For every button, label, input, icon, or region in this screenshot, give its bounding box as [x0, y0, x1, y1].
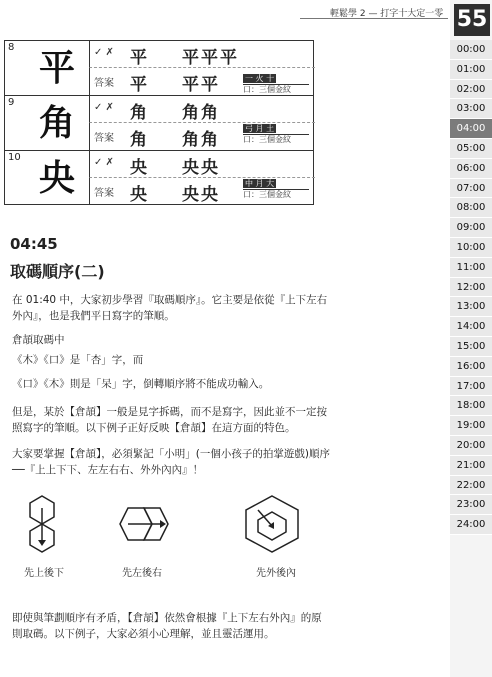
order-diagram-svg: [10, 494, 310, 564]
answer-label: 答案: [94, 133, 114, 144]
table-row: [5, 41, 313, 96]
answer-glyph: 角角: [182, 130, 220, 150]
practice-table: [4, 40, 314, 205]
practice-glyph: 角: [130, 103, 149, 123]
practice-glyph: 平平平: [182, 48, 239, 68]
timeline-item: 09:00: [450, 218, 492, 238]
answer-glyph: 角: [130, 130, 149, 150]
timeline-item: 21:00: [450, 456, 492, 476]
answer-label: 答案: [94, 78, 114, 89]
practice-glyph: 角角: [182, 103, 220, 123]
row-practice: [89, 96, 315, 123]
timeline-item: 16:00: [450, 357, 492, 377]
timeline-item: 20:00: [450, 436, 492, 456]
key-codes: 弓 月 土: [243, 124, 309, 135]
key-note: 口：三個金紋: [243, 135, 291, 144]
paragraph-example-1: 《木》《口》是「杏」字，而: [12, 354, 144, 366]
label-left-right: 先左後右: [122, 568, 162, 579]
timeline-item: 23:00: [450, 495, 492, 515]
row-number: 10: [8, 152, 21, 163]
timeline-item: 07:00: [450, 179, 492, 199]
timeline-item: 12:00: [450, 278, 492, 298]
timeline-item: 10:00: [450, 238, 492, 258]
timeline-sidebar: [450, 0, 492, 677]
answer-glyph: 平: [130, 75, 149, 95]
timeline-item: 02:00: [450, 80, 492, 100]
key-note: 口：三個金紋: [243, 85, 291, 94]
paragraph-explain: 但是，某於【倉頡】一般是見字拆碼，而不是寫字，因此並不一定按照寫字的筆順。以下例子正好反映【倉頡】在這方面的特色。: [12, 406, 327, 434]
key-codes: 一 火 十: [243, 74, 309, 85]
row-practice: [89, 151, 315, 178]
section-title: 取碼順序(二): [10, 262, 105, 281]
label-top-bottom: 先上後下: [24, 568, 64, 579]
key-box: [243, 74, 309, 95]
target-character: 角: [38, 102, 75, 144]
table-row: [5, 151, 313, 206]
check-mark-icon: ✓ ✗: [94, 102, 114, 113]
paragraph-intro: 在 01:40 中，大家初步學習『取碼順序』。它主要是依從『上下左右外內』，也是我們平日寫字的筆順。: [12, 294, 328, 322]
timeline-item: 24:00: [450, 515, 492, 535]
timeline-item: 18:00: [450, 396, 492, 416]
timeline-item: 19:00: [450, 416, 492, 436]
timeline-item: 11:00: [450, 258, 492, 278]
timeline-item: 04:00: [450, 119, 492, 139]
key-note: 口：三個金紋: [243, 190, 291, 199]
practice-glyph: 央: [130, 158, 149, 178]
timeline-item: 06:00: [450, 159, 492, 179]
answer-label: 答案: [94, 188, 114, 199]
timeline-list: [450, 40, 492, 535]
target-character: 央: [38, 157, 75, 199]
time-heading: 04:45: [10, 235, 58, 253]
target-character: 平: [38, 47, 75, 89]
row-number: 9: [8, 97, 15, 108]
outside-inside-icon: [246, 496, 298, 552]
timeline-item: 03:00: [450, 99, 492, 119]
timeline-item: 00:00: [450, 40, 492, 60]
paragraph-rule: 大家要掌握【倉頡】，必須緊記「小明」(一個小孩子的拍掌遊戲)順序──『上上下下、左左右右、外外內內』！: [12, 448, 330, 476]
timeline-item: 13:00: [450, 297, 492, 317]
timeline-item: 22:00: [450, 476, 492, 496]
order-diagram: [10, 494, 310, 584]
answer-glyph: 平平: [182, 75, 220, 95]
paragraph-example-2: 《口》《木》則是「呆」字，倒轉順序將不能成功輸入。: [12, 378, 270, 390]
check-mark-icon: ✓ ✗: [94, 47, 114, 58]
timeline-item: 05:00: [450, 139, 492, 159]
key-codes: 中 月 大: [243, 179, 309, 190]
paragraph-note: 倉頡取碼中: [12, 334, 65, 346]
timeline-item: 08:00: [450, 198, 492, 218]
row-practice: [89, 41, 315, 68]
timeline-item: 14:00: [450, 317, 492, 337]
practice-glyph: 央央: [182, 158, 220, 178]
key-box: [243, 124, 309, 145]
row-number: 8: [8, 42, 15, 53]
check-mark-icon: ✓ ✗: [94, 157, 114, 168]
answer-glyph: 央央: [182, 185, 220, 205]
paragraph-closing: 即使與筆劃順序有矛盾，【倉頡】依然會根據『上下左右外內』的原則取碼。以下例子，大家必須小心理解，並且靈活運用。: [12, 612, 322, 640]
top-bottom-icon: [30, 496, 54, 552]
timeline-item: 17:00: [450, 377, 492, 397]
header-text: 輕鬆學 2 — 打字十大定一零: [330, 9, 444, 19]
page-number: 55: [454, 4, 490, 36]
key-box: [243, 179, 309, 200]
timeline-item: 15:00: [450, 337, 492, 357]
practice-glyph: 平: [130, 48, 149, 68]
table-row: [5, 96, 313, 151]
left-right-icon: [120, 508, 168, 540]
answer-glyph: 央: [130, 185, 149, 205]
timeline-item: 01:00: [450, 60, 492, 80]
label-outside-inside: 先外後內: [256, 568, 296, 579]
header-divider: [300, 18, 448, 19]
